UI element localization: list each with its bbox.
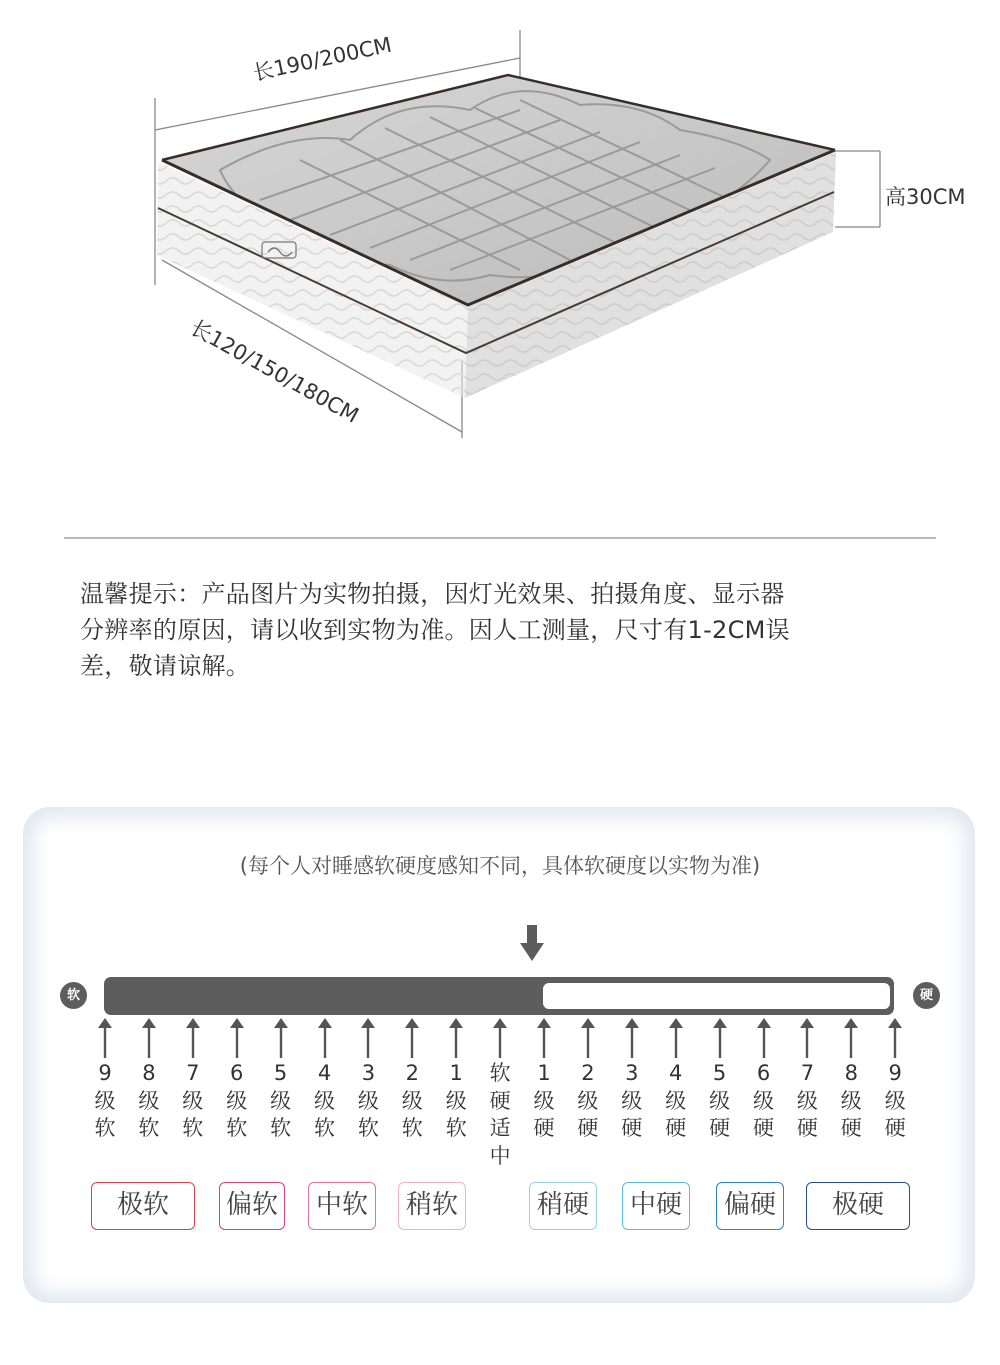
tick-arrow-icon [799, 1018, 815, 1058]
tick-label [614, 1060, 650, 1143]
tick-label-char: 级 [401, 1088, 423, 1113]
tick-label [658, 1060, 694, 1143]
tick-label-char: 硬 [709, 1116, 731, 1140]
tick-label [263, 1060, 299, 1143]
tick-label-char: 级 [138, 1088, 160, 1113]
tick-label-char: 级 [884, 1088, 906, 1113]
height-label: 高30CM [885, 185, 966, 209]
mattress-illustration [140, 20, 900, 450]
tick-label-char: 级 [357, 1088, 379, 1113]
tick-label [702, 1060, 738, 1143]
tick-label-char: 软 [182, 1116, 204, 1140]
tick-label [570, 1060, 606, 1143]
tick-label-char: 硬 [796, 1116, 818, 1140]
tick-label-char: 软 [489, 1061, 511, 1085]
firmness-tag: 中硬 [622, 1182, 690, 1230]
tick-arrow-icon [97, 1018, 113, 1058]
hard-end-icon: 硬 [913, 982, 940, 1009]
firmness-tag: 中软 [308, 1182, 376, 1230]
tick-label-char: 2 [581, 1061, 595, 1085]
tick-label-char: 1 [537, 1061, 551, 1085]
tick-label-char: 硬 [840, 1116, 862, 1140]
tick-label-char: 6 [756, 1061, 771, 1085]
tick-label-char: 硬 [753, 1116, 774, 1140]
tick-label-char: 级 [270, 1088, 292, 1113]
tick-arrow-icon [185, 1018, 201, 1058]
tick-label [833, 1060, 869, 1143]
tick-label [438, 1060, 474, 1143]
tick-arrow-icon [141, 1018, 157, 1058]
section-divider [64, 537, 936, 539]
tick-arrow-icon [229, 1018, 245, 1058]
tick-arrow-icon [273, 1018, 289, 1058]
tick-label-char: 硬 [884, 1116, 906, 1140]
tick-label-char: 9 [98, 1061, 112, 1085]
indicator-arrow-icon [520, 925, 544, 961]
tick-label [877, 1060, 913, 1143]
tick-label-char: 3 [625, 1061, 639, 1085]
tick-label-char: 级 [314, 1088, 335, 1113]
length-front-label: 长120/150/180CM [186, 315, 363, 428]
notice-line: 分辨率的原因，请以收到实物为准。因人工测量，尺寸有1-2CM误 [80, 616, 790, 644]
tick-label-char: 硬 [533, 1116, 555, 1140]
tick-label-char: 9 [888, 1061, 902, 1085]
tick-label-char: 软 [314, 1116, 335, 1140]
tick-label-char: 3 [361, 1061, 376, 1085]
tick-label-char: 级 [665, 1088, 687, 1113]
firmness-tag: 极硬 [806, 1182, 910, 1230]
tick-label-char: 软 [445, 1116, 467, 1140]
tick-label-char: 软 [270, 1116, 292, 1140]
tick-label-char: 硬 [621, 1116, 643, 1140]
tick-label-char: 级 [577, 1088, 599, 1113]
tick-label [526, 1060, 562, 1143]
tick-arrow-icon [448, 1018, 464, 1058]
firmness-tag: 稍硬 [529, 1182, 597, 1230]
tick-label-char: 级 [709, 1088, 731, 1113]
tick-arrow-icon [536, 1018, 552, 1058]
tick-label-char: 4 [317, 1061, 332, 1085]
tick-label-char: 软 [94, 1116, 116, 1140]
firmness-bar-fill [543, 983, 890, 1009]
length-back-label: 长190/200CM [250, 32, 394, 86]
tick-label [131, 1060, 167, 1143]
tick-arrow-icon [712, 1018, 728, 1058]
tick-label [175, 1060, 211, 1143]
tick-label [482, 1060, 518, 1170]
tick-label-char: 5 [273, 1061, 288, 1085]
firmness-note: (每个人对睡感软硬度感知不同，具体软硬度以实物为准) [239, 854, 761, 878]
firmness-tag: 稍软 [398, 1182, 466, 1230]
tick-arrow-icon [756, 1018, 772, 1058]
tick-label-char: 级 [840, 1088, 862, 1113]
notice-line: 温馨提示：产品图片为实物拍摄，因灯光效果、拍摄角度、显示器 [80, 580, 785, 608]
tick-label-char: 中 [489, 1143, 511, 1168]
tick-label-char: 级 [796, 1088, 818, 1113]
tick-arrow-icon [317, 1018, 333, 1058]
tick-label-char: 适 [489, 1116, 511, 1140]
tick-label-char: 级 [445, 1088, 467, 1113]
tick-label [307, 1060, 343, 1143]
firmness-tag: 偏硬 [716, 1182, 784, 1230]
tick-label-char: 软 [138, 1116, 160, 1140]
tick-label-char: 级 [226, 1088, 248, 1113]
tick-label-char: 软 [357, 1116, 379, 1140]
tick-label [219, 1060, 255, 1143]
firmness-tag: 极软 [91, 1182, 195, 1230]
soft-end-icon: 软 [60, 982, 87, 1009]
tick-label-char: 硬 [489, 1088, 511, 1113]
tick-arrow-icon [360, 1018, 376, 1058]
tick-label-char: 5 [712, 1061, 727, 1085]
tick-label [746, 1060, 782, 1143]
tick-label [789, 1060, 825, 1143]
tick-label-char: 级 [753, 1088, 774, 1113]
tick-arrow-icon [843, 1018, 859, 1058]
tick-arrow-icon [668, 1018, 684, 1058]
tick-label-char: 2 [405, 1061, 419, 1085]
firmness-tag: 偏软 [219, 1182, 285, 1230]
tick-label-char: 1 [449, 1061, 463, 1085]
tick-arrow-icon [887, 1018, 903, 1058]
tick-label [350, 1060, 386, 1143]
tick-label-char: 级 [621, 1088, 643, 1113]
notice-line: 差，敬请谅解。 [80, 652, 251, 680]
tick-arrow-icon [624, 1018, 640, 1058]
notice-text [80, 576, 940, 684]
tick-label-char: 4 [669, 1061, 683, 1085]
tick-label-char: 级 [182, 1088, 204, 1113]
tick-label-char: 软 [401, 1116, 423, 1140]
tick-label-char: 硬 [577, 1116, 599, 1140]
tick-arrow-icon [404, 1018, 420, 1058]
tick-label-char: 级 [533, 1088, 555, 1113]
tick-label [87, 1060, 123, 1143]
tick-label-char: 8 [142, 1061, 156, 1085]
tick-label-char: 6 [230, 1061, 244, 1085]
tick-label-char: 级 [94, 1088, 116, 1113]
tick-label-char: 8 [844, 1061, 858, 1085]
tick-arrow-icon [492, 1018, 508, 1058]
tick-label-char: 7 [186, 1061, 200, 1085]
tick-label [394, 1060, 430, 1143]
tick-label-char: 软 [226, 1116, 248, 1140]
tick-label-char: 7 [800, 1061, 815, 1085]
tick-label-char: 硬 [665, 1116, 687, 1140]
tick-arrow-icon [580, 1018, 596, 1058]
